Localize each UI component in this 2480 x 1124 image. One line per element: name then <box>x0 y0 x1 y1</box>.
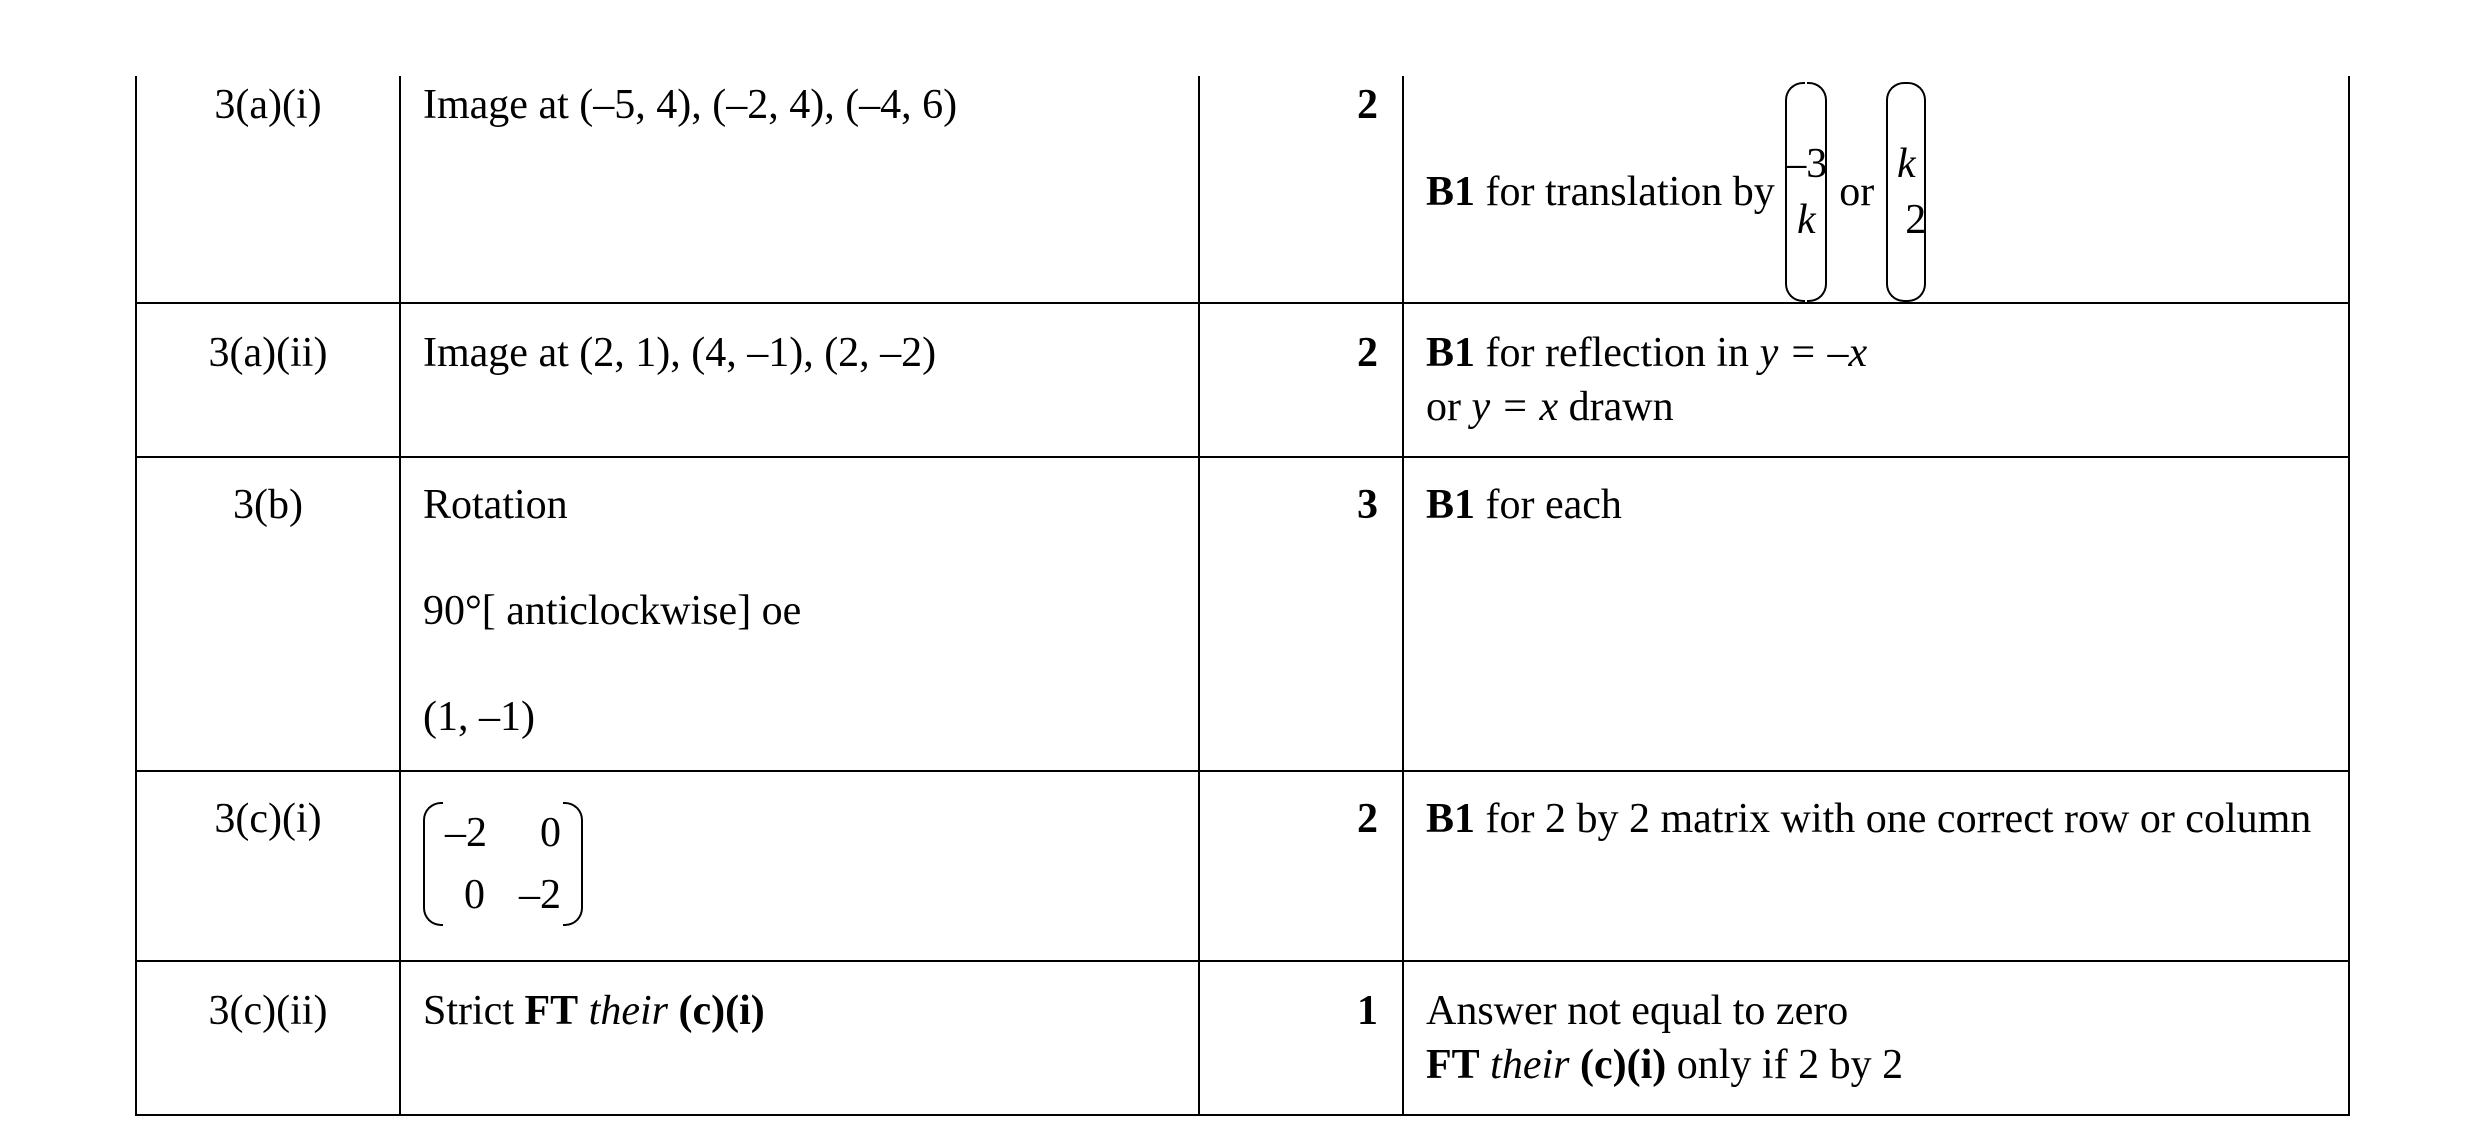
answer-cell: Rotation 90°[ anticlockwise] oe (1, –1) <box>400 457 1199 771</box>
marks-cell: 2 <box>1199 76 1403 303</box>
guidance-cell: B1 for reflection in y = –x or y = x drawn <box>1403 303 2349 457</box>
table-row <box>136 303 2349 457</box>
marks-cell: 2 <box>1199 303 1403 457</box>
guidance-cell: B1 for 2 by 2 matrix with one correct row or column <box>1403 771 2349 961</box>
table-row <box>136 771 2349 961</box>
answer-cell <box>400 771 1199 961</box>
answer-cell: Strict FT their (c)(i) <box>400 961 1199 1115</box>
translation-vector: –3 k <box>1785 82 1827 302</box>
guidance-text: for translation by <box>1475 169 1786 215</box>
answer-cell: Image at (2, 1), (4, –1), (2, –2) <box>400 303 1199 457</box>
table-row <box>136 76 2349 303</box>
b1-label: B1 <box>1426 169 1476 215</box>
question-cell: 3(c)(i) <box>136 771 400 961</box>
guidance-cell: B1 for each <box>1403 457 2349 771</box>
question-cell: 3(a)(i) <box>136 76 400 303</box>
guidance-cell: Answer not equal to zero FT their (c)(i) only if 2 by 2 <box>1403 961 2349 1115</box>
or-text: or <box>1839 169 1875 215</box>
marks-cell: 3 <box>1199 457 1403 771</box>
table-row <box>136 457 2349 771</box>
answer-matrix: –2 0 0 –2 <box>423 802 583 926</box>
alt-translation-vector: k 2 <box>1886 82 1926 302</box>
question-cell: 3(a)(ii) <box>136 303 400 457</box>
marks-cell: 2 <box>1199 771 1403 961</box>
table-row <box>136 961 2349 1115</box>
marks-cell: 1 <box>1199 961 1403 1115</box>
answer-cell: Image at (–5, 4), (–2, 4), (–4, 6) <box>400 76 1199 303</box>
mark-scheme-table <box>135 76 2350 1116</box>
question-cell: 3(c)(ii) <box>136 961 400 1115</box>
question-cell: 3(b) <box>136 457 400 771</box>
guidance-cell <box>1403 76 2349 303</box>
